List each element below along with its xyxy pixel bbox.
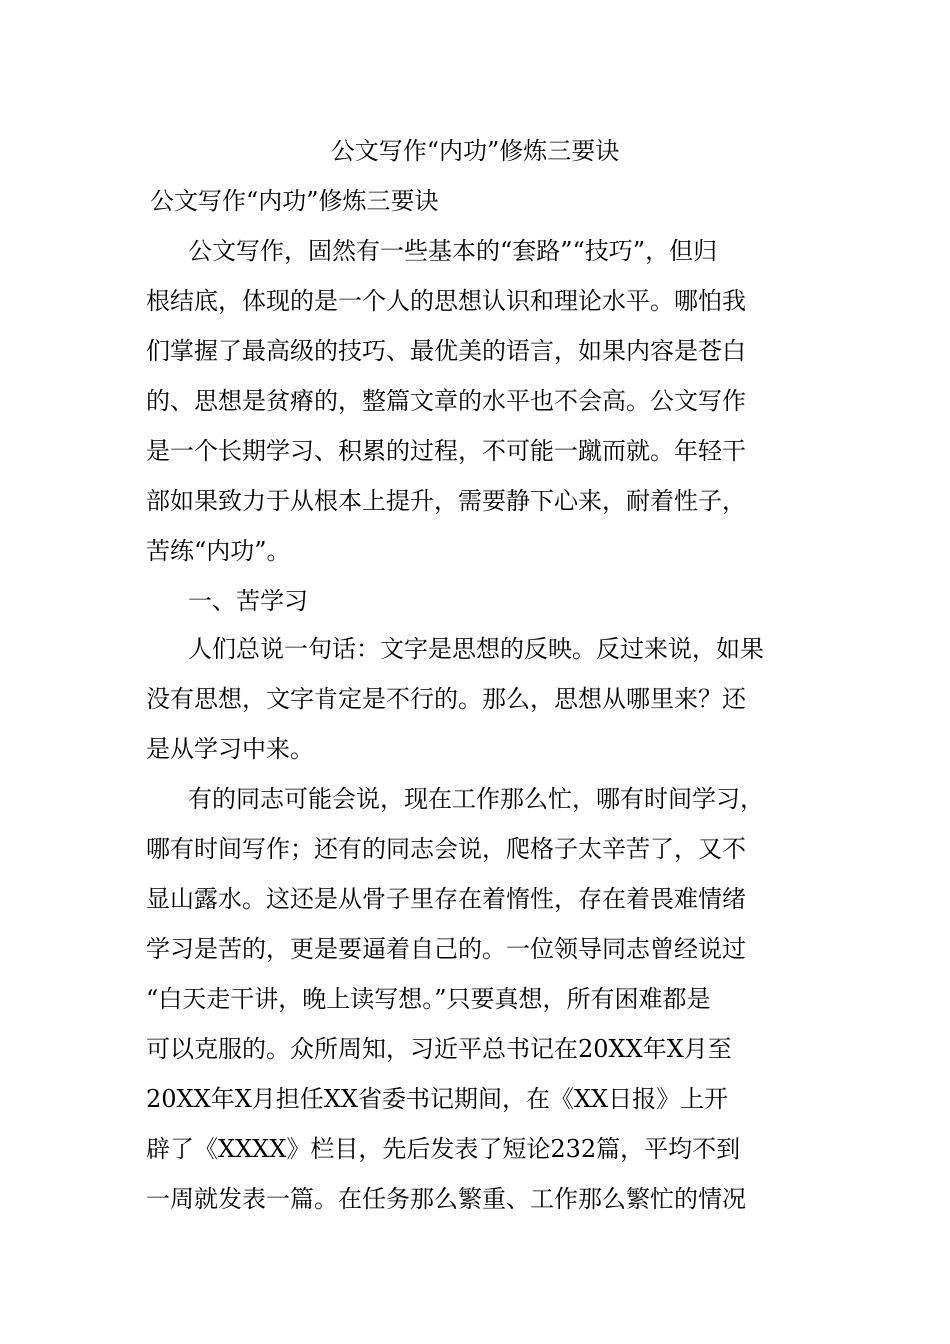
text-line: 可以克服的。众所周知，习近平总书记在20XX年X月至	[146, 1035, 732, 1063]
text-line: “白天走干讲，晚上读写想。”只要真想，所有困难都是	[146, 985, 711, 1013]
text-line: 根结底，体现的是一个人的思想认识和理论水平。哪怕我	[146, 287, 746, 315]
text-line: 部如果致力于从根本上提升，需要静下心来，耐着性子，	[146, 487, 746, 515]
text-line: 的、思想是贫瘠的，整篇文章的水平也不会高。公文写作	[146, 387, 746, 415]
text-line: 一周就发表一篇。在任务那么繁重、工作那么繁忙的情况	[146, 1185, 746, 1213]
text-line: 辟了《XXXX》栏目，先后发表了短论232篇，平均不到	[146, 1135, 741, 1163]
text-line: 有的同志可能会说，现在工作那么忙，哪有时间学习，	[188, 785, 764, 813]
text-line: 公文写作，固然有一些基本的“套路”“技巧”，但归	[188, 237, 718, 265]
text-line: 是从学习中来。	[146, 735, 314, 763]
text-line: 显山露水。这还是从骨子里存在着惰性，存在着畏难情绪	[146, 885, 746, 913]
text-line: 学习是苦的，更是要逼着自己的。一位领导同志曾经说过	[146, 935, 746, 963]
text-line: 是一个长期学习、积累的过程，不可能一蹴而就。年轻干	[146, 437, 746, 465]
document-subtitle: 公文写作“内功”修炼三要诀	[150, 187, 439, 215]
text-line: 们掌握了最高级的技巧、最优美的语言，如果内容是苍白	[146, 337, 746, 365]
section-heading: 一、苦学习	[188, 587, 308, 615]
document-title: 公文写作“内功”修炼三要诀	[330, 137, 620, 165]
text-line: 人们总说一句话：文字是思想的反映。反过来说，如果	[188, 635, 764, 663]
text-line: 苦练“内功”。	[146, 537, 291, 565]
text-line: 20XX年X月担任XX省委书记期间，在《XX日报》上开	[146, 1085, 729, 1113]
text-line: 没有思想，文字肯定是不行的。那么，思想从哪里来？还	[146, 685, 746, 713]
text-line: 哪有时间写作；还有的同志会说，爬格子太辛苦了，又不	[146, 835, 746, 863]
